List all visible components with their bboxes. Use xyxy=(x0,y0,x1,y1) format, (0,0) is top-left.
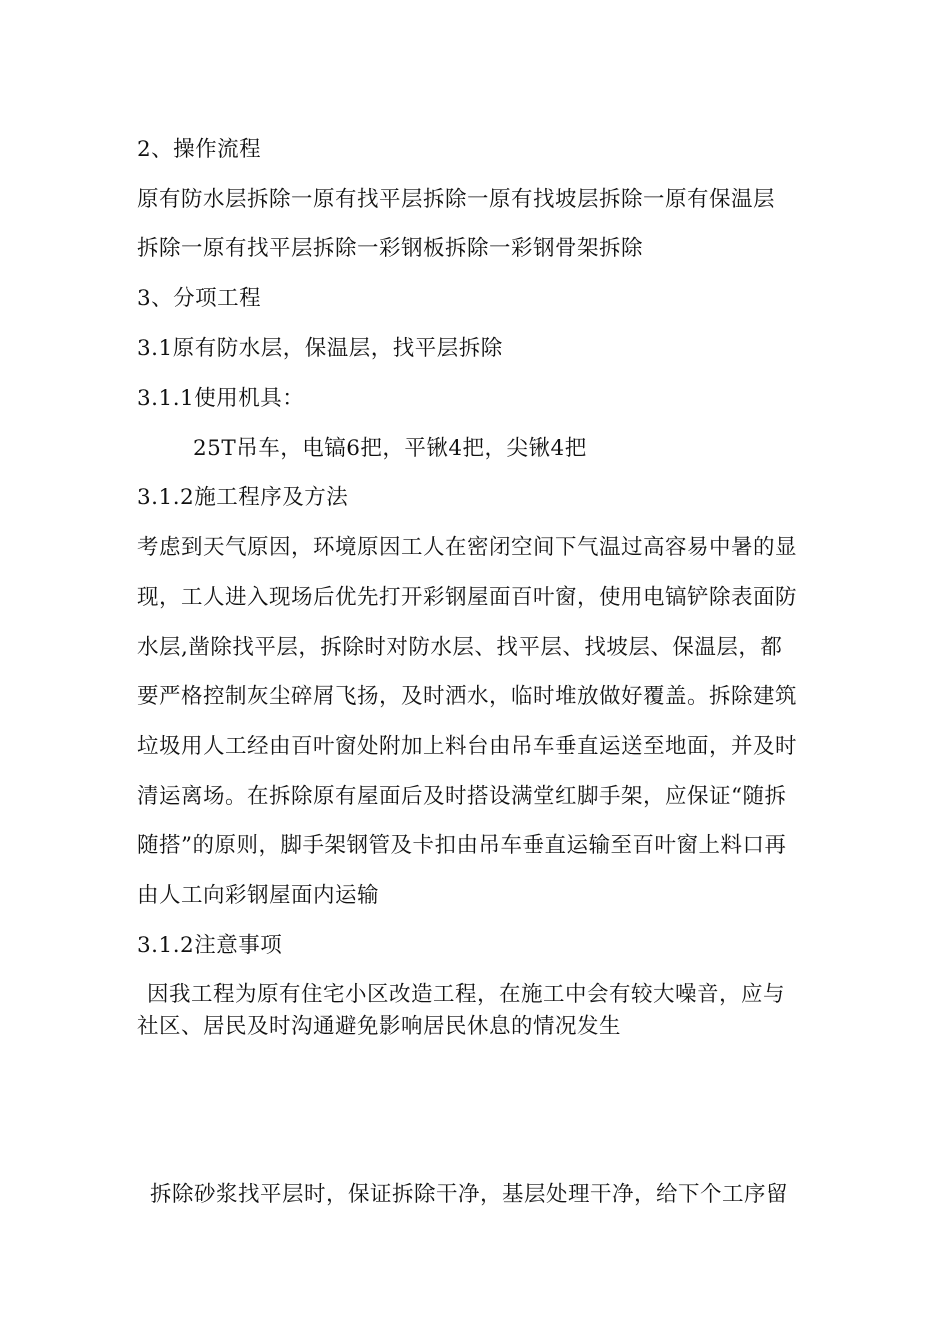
subsection-heading-3-1-2-method: 3.1.2施工程序及方法 xyxy=(137,485,349,510)
subsection-heading-3-1-1: 3.1.1使用机具： xyxy=(137,386,305,411)
final-paragraph-line: 拆除砂浆找平层时，保证拆除干净，基层处理干净，给下个工序留 xyxy=(150,1182,789,1207)
method-paragraph-line: 水层,凿除找平层，拆除时对防水层、找平层、找坡层、保温层，都 xyxy=(137,635,783,660)
subsection-heading-3-1: 3.1原有防水层，保温层，找平层拆除 xyxy=(137,336,503,361)
method-paragraph-line: 清运离场。在拆除原有屋面后及时搭设满堂红脚手架，应保证“随拆 xyxy=(137,784,787,809)
method-paragraph-line: 考虑到天气原因，环境原因工人在密闭空间下气温过高容易中暑的显 xyxy=(137,535,798,560)
notes-paragraph-line: 社区、居民及时沟通避免影响居民休息的情况发生 xyxy=(137,1014,622,1039)
section-heading-sub-projects: 3、分项工程 xyxy=(137,286,262,311)
process-line: 拆除一原有找平层拆除一彩钢板拆除一彩钢骨架拆除 xyxy=(137,236,644,261)
method-paragraph-line: 要严格控制灰尘碎屑飞扬，及时洒水，临时堆放做好覆盖。拆除建筑 xyxy=(137,684,798,709)
method-paragraph-line: 垃圾用人工经由百叶窗处附加上料台由吊车垂直运送至地面，并及时 xyxy=(137,734,798,759)
method-paragraph-line: 现，工人进入现场后优先打开彩钢屋面百叶窗，使用电镐铲除表面防 xyxy=(137,585,798,610)
method-paragraph-line: 由人工向彩钢屋面内运输 xyxy=(137,883,380,908)
process-line: 原有防水层拆除一原有找平层拆除一原有找坡层拆除一原有保温层 xyxy=(137,187,776,212)
method-paragraph-line: 随搭”的原则，脚手架钢管及卡扣由吊车垂直运输至百叶窗上料口再 xyxy=(137,833,787,858)
subsection-heading-3-1-2-notes: 3.1.2注意事项 xyxy=(137,933,283,958)
section-heading-operation-process: 2、操作流程 xyxy=(137,137,262,162)
notes-paragraph-line: 因我工程为原有住宅小区改造工程，在施工中会有较大噪音，应与 xyxy=(147,982,786,1007)
tools-line: 25T吊车，电镐6把，平锹4把，尖锹4把 xyxy=(193,436,587,461)
